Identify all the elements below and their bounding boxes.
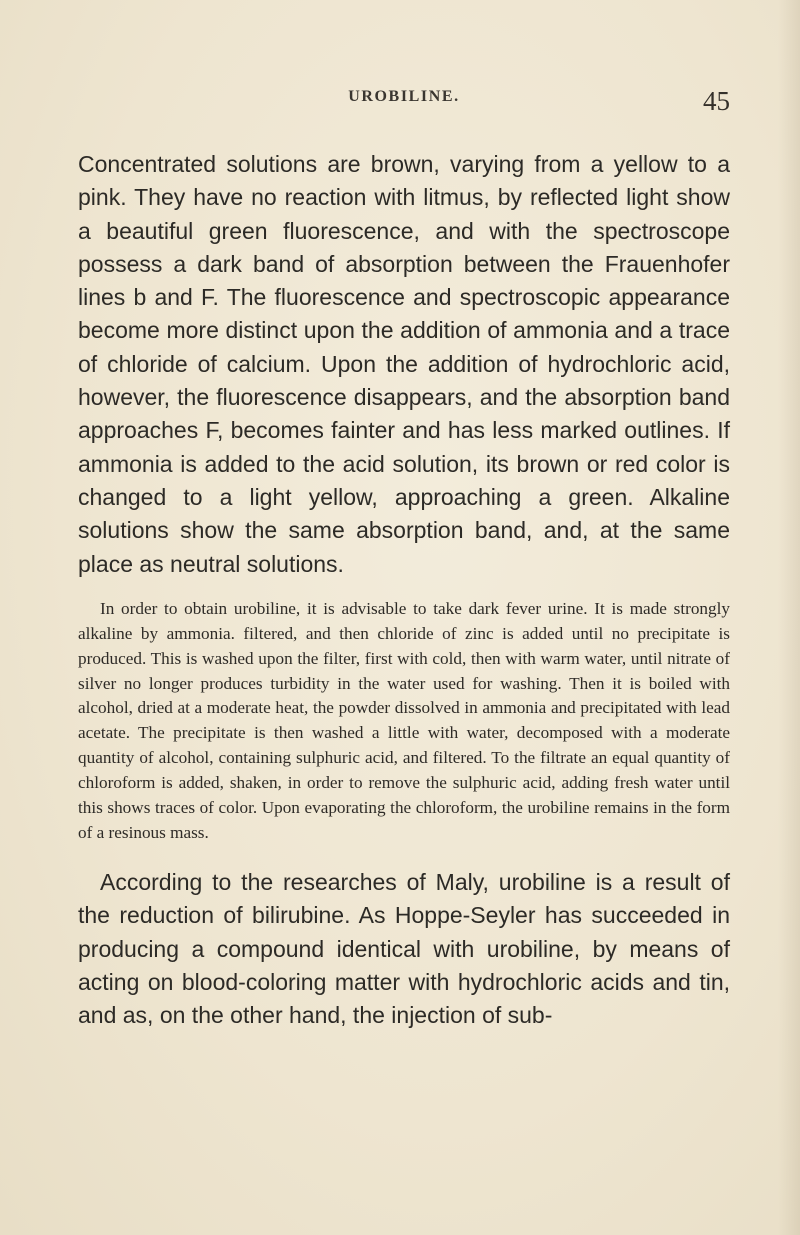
page-number: 45: [703, 86, 730, 116]
page-header: [78, 86, 730, 126]
paragraph-origin: According to the researches of Maly, urobiline is a result of the reduction of bilirubine. As Hoppe-Seyler has succeeded in producing a compound identical with urobiline, by means of acting on blood-coloring matter with hydrochloric acids and tin, and as, on the other hand, the injection of sub-: [78, 868, 730, 1029]
paragraph-properties: Concentrated solutions are brown, varying from a yellow to a pink. They have no reaction with litmus, by reflected light show a beautiful green fluorescence, and with the spectroscope possess a dark band of absorption between the Frauenhofer lines b and F. The fluorescence and spectroscopic appearance become more distinct upon the addition of ammonia and a trace of chloride of calcium. Upon the addition of hydrochloric acid, however, the fluorescence disappears, and the absorption band approaches F, becomes fainter and has less marked outlines. If ammonia is added to the acid solution, its brown or red color is changed to a light yellow, approaching a green. Alkaline solutions show the same absorption band, and, at the same place as neutral solutions.: [78, 151, 730, 577]
body-text: [78, 148, 730, 1032]
page-edge-shadow: [778, 0, 800, 1235]
paragraph-preparation: In order to obtain urobiline, it is advisable to take dark fever urine. It is made strongly alkaline by ammonia. filtered, and then chloride of zinc is added until no precipitate is produced. This is washed upon the filter, first with cold, then with warm water, until nitrate of silver no longer produces turbidity in the water used for washing. Then it is boiled with alcohol, dried at a moderate heat, the powder dissolved in ammonia and precipitated with lead acetate. The precipitate is then washed a little with water, decomposed with a moderate quantity of alcohol, containing sulphuric acid, and filtered. To the filtrate an equal quantity of chloroform is added, shaken, in order to remove the sulphuric acid, adding fresh water until this shows traces of color. Upon evaporating the chloroform, the urobiline remains in the form of a resinous mass.: [78, 598, 730, 843]
running-title: UROBILINE.: [348, 88, 460, 105]
